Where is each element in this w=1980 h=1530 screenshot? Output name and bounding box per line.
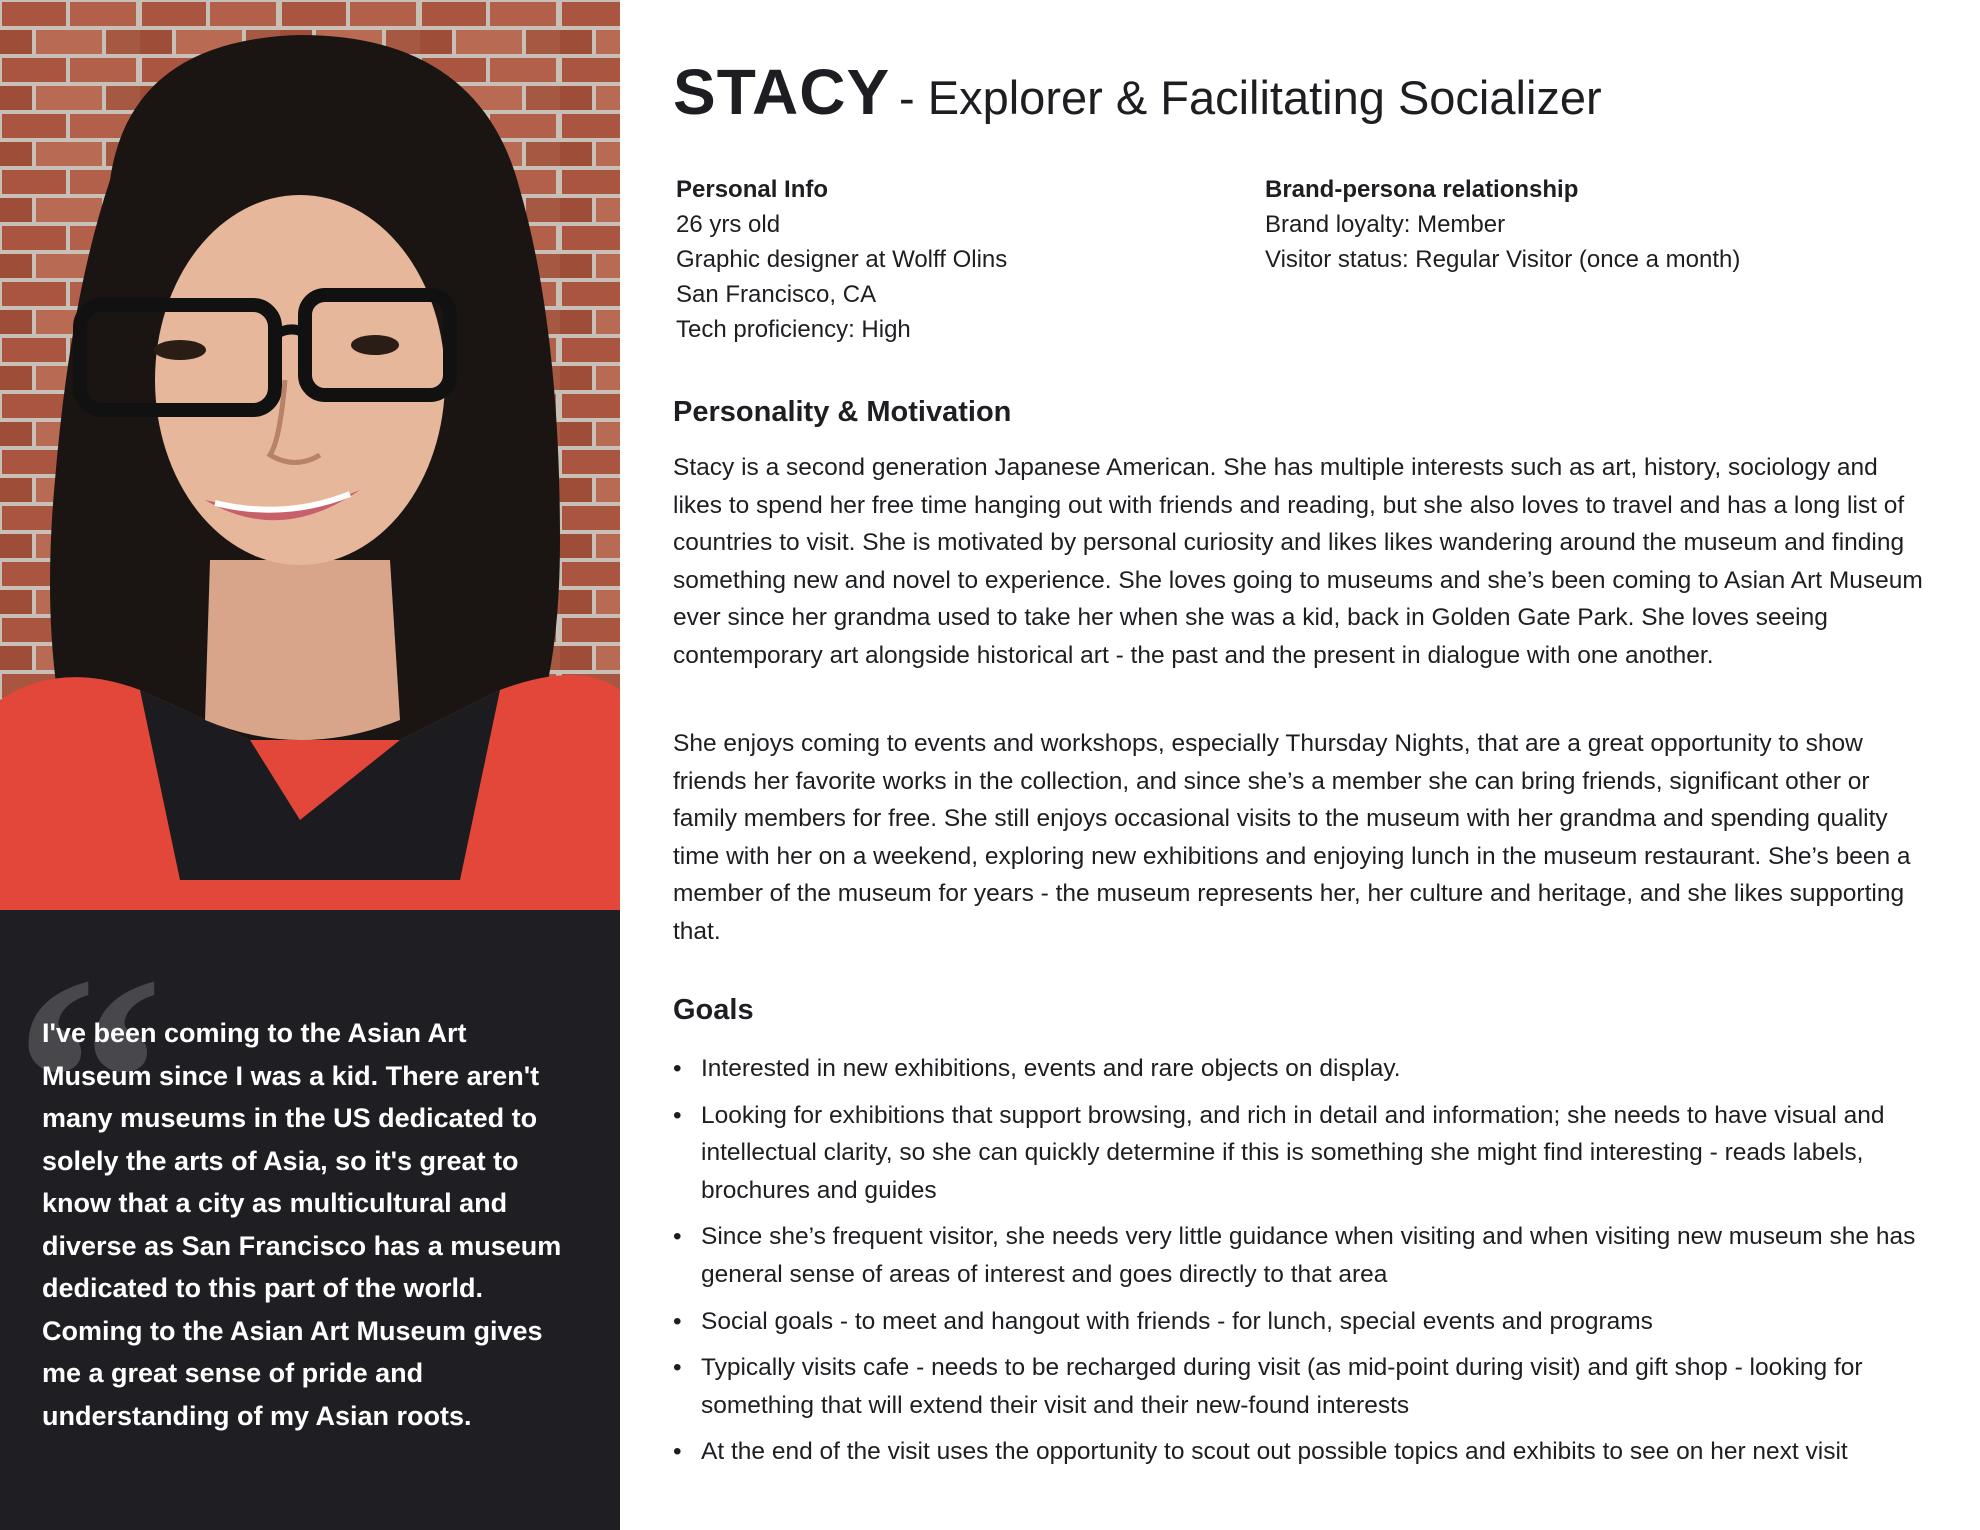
- personality-paragraph: She enjoys coming to events and workshops, especially Thursday Nights, that are a great opportunity to show friends her favorite works in the collection, and since she’s a member she can bring friends, significant other or family members for free. She still enjoys occasional visits to the museum with her grandma and spending quality time with her on a weekend, exploring new exhibitions and enjoying lunch in the museum restaurant. She’s been a member of the museum for years - the museum represents her, her culture and heritage, and she likes supporting that.: [673, 730, 1911, 945]
- goal-text: Since she’s frequent visitor, she needs very little guidance when visiting and when visiting new museum she has general sense of areas of interest and goes directly to that area: [701, 1223, 1916, 1288]
- goal-text: At the end of the visit uses the opportunity to scout out possible topics and exhibits to see on her next visit: [701, 1438, 1848, 1466]
- goal-text: Typically visits cafe - needs to be recharged during visit (as mid-point during visit) and gift shop - looking for something that will extend their visit and their new-found interests: [701, 1354, 1863, 1419]
- persona-subtitle: - Explorer & Facilitating Socializer: [899, 71, 1602, 124]
- personal-info-line: Graphic designer at Wolff Olins: [676, 246, 1008, 273]
- page-title: [673, 55, 1602, 129]
- goal-text: Looking for exhibitions that support browsing, and rich in detail and information; she needs to have visual and intellectual clarity, so she can quickly determine if this is something she might find interesting - reads labels, brochures and guides: [701, 1101, 1885, 1204]
- bullet-icon: •: [673, 1307, 682, 1335]
- goal-text: Interested in new exhibitions, events and rare objects on display.: [701, 1055, 1401, 1082]
- list-item: [673, 1097, 1943, 1210]
- list-item: [673, 1218, 1943, 1293]
- list-item: [673, 1303, 1943, 1341]
- goals-list: [673, 1050, 1943, 1480]
- bullet-icon: •: [673, 1101, 682, 1129]
- brand-relationship-line: Visitor status: Regular Visitor (once a month): [1265, 246, 1741, 273]
- list-item: [673, 1349, 1943, 1424]
- personal-info-line: San Francisco, CA: [676, 281, 877, 308]
- quote-panel: [0, 910, 620, 1530]
- persona-name: STACY: [673, 56, 891, 128]
- bullet-icon: •: [673, 1438, 682, 1466]
- goal-text: Social goals - to meet and hangout with friends - for lunch, special events and programs: [701, 1307, 1653, 1335]
- list-item: [673, 1050, 1943, 1088]
- persona-photo: [0, 0, 620, 910]
- list-item: [673, 1433, 1943, 1471]
- bullet-icon: •: [673, 1055, 682, 1082]
- personal-info-line: 26 yrs old: [676, 211, 781, 238]
- quote-mark-icon: “: [14, 914, 164, 1246]
- goals-heading: Goals: [673, 994, 754, 1026]
- persona-quote: I've been coming to the Asian Art Museum since I was a kid. There aren't many museums in the US dedicated to solely the arts of Asia, so it's great to know that a city as multicultural and diverse as San Francisco has a museum dedicated to this part of the world. Coming to the Asian Art Museum gives me a great sense of pride and understanding of my Asian roots.: [42, 1018, 562, 1431]
- personal-info: [676, 172, 1007, 347]
- personality-paragraph: Stacy is a second generation Japanese American. She has multiple interests such as art, history, sociology and likes to spend her free time hanging out with friends and reading, but she also loves to travel and has a long list of countries to visit. She is motivated by personal curiosity and likes likes wandering around the museum and finding something new and novel to experience. She loves going to museums and she’s been coming to Asian Art Museum ever since her grandma used to take her when she was a kid, back in Golden Gate Park. She loves seeing contemporary art alongside historical art - the past and the present in dialogue with one another.: [673, 454, 1923, 669]
- personal-info-heading: Personal Info: [676, 176, 829, 203]
- personal-info-line: Tech proficiency: High: [676, 316, 911, 343]
- brand-relationship-heading: Brand-persona relationship: [1265, 176, 1579, 203]
- left-column: [0, 0, 620, 1530]
- brand-relationship: [1265, 172, 1740, 277]
- brand-relationship-line: Brand loyalty: Member: [1265, 211, 1506, 238]
- personality-heading: Personality & Motivation: [673, 396, 1012, 428]
- bullet-icon: •: [673, 1223, 682, 1251]
- bullet-icon: •: [673, 1354, 682, 1382]
